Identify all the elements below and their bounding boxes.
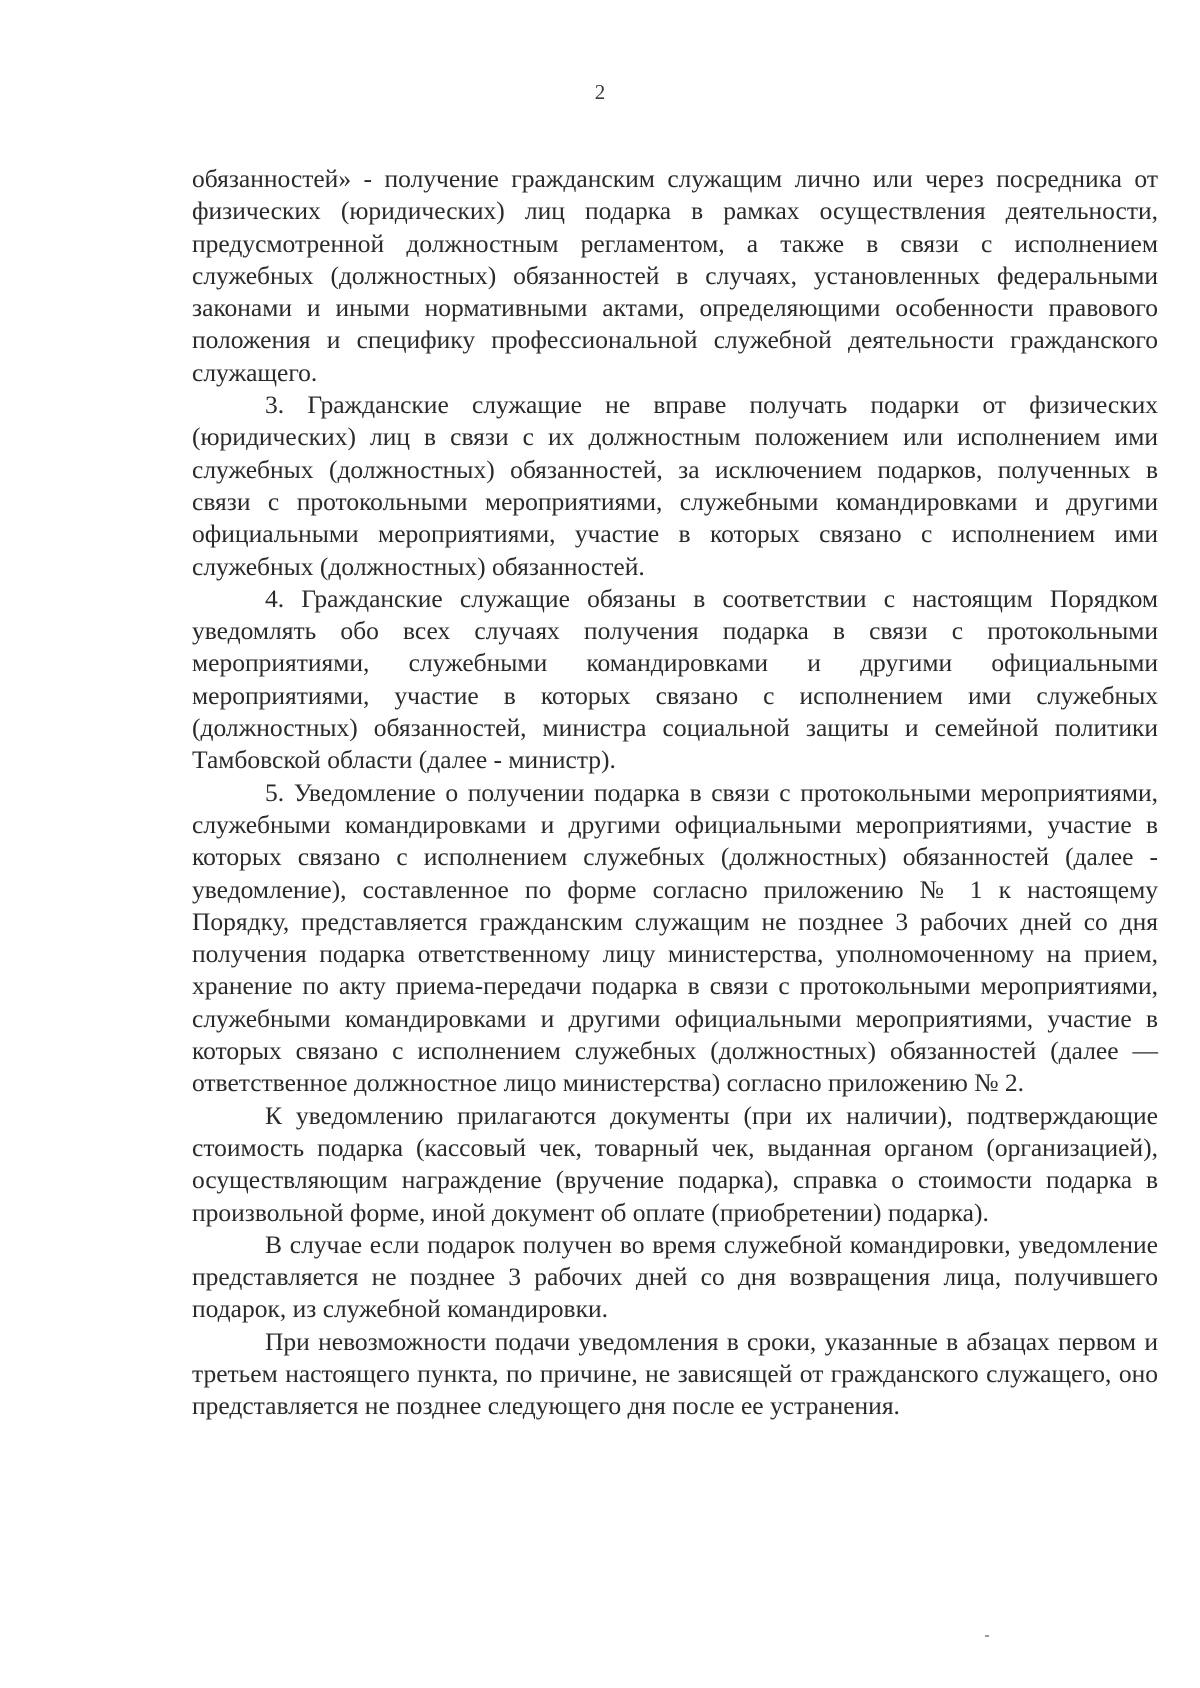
document-body — [192, 163, 1158, 1423]
page-number: 2 — [594, 80, 606, 104]
paragraph-business-trip: В случае если подарок получен во время служебной командировки, уведомление представляется не позднее 3 рабочих дней со дня возвращения лица, получившего подарок, из служебной командировки. — [192, 1229, 1158, 1324]
paragraph-item-4: 4. Гражданские служащие обязаны в соответствии с настоящим Порядком уведомлять обо всех случаях получения подарка в связи с протокольными мероприятиями, служебными командировками и другими официальными мероприятиями, участие в которых связано с исполнением ими служебных (должностных) обязанностей, министра социальной защиты и семейной политики Тамбовской области (далее - министр). — [192, 583, 1158, 775]
paragraph-item-5: 5. Уведомление о получении подарка в связи с протокольными мероприятиями, служебными командировками и другими официальными мероприятиями, участие в которых связано с исполнением служебных (должностных) обязанностей (далее - уведомление), составленное по форме согласно приложению № 1 к настоящему Порядку, представляется гражданским служащим не позднее 3 рабочих дней со дня получения подарка ответственному лицу министерства, уполномоченному на прием, хранение по акту приема-передачи подарка в связи с протокольными мероприятиями, служебными командировками и другими официальными мероприятиями, участие в которых связано с исполнением служебных (должностных) обязанностей (далее — ответственное должностное лицо министерства) согласно приложению № 2. — [192, 777, 1158, 1098]
paragraph-item-3: 3. Гражданские служащие не вправе получать подарки от физических (юридических) лиц в связи с их должностным положением или исполнением ими служебных (должностных) обязанностей, за исключением подарков, полученных в связи с протокольными мероприятиями, служебными командировками и другими официальными мероприятиями, участие в которых связано с исполнением ими служебных (должностных) обязанностей. — [192, 390, 1158, 581]
paragraph-impossibility: При невозможности подачи уведомления в сроки, указанные в абзацах первом и третьем настоящего пункта, по причине, не зависящей от гражданского служащего, оно представляется не позднее следующего дня после ее устранения. — [192, 1326, 1158, 1421]
scan-speck — [985, 1635, 989, 1637]
paragraph-attachments: К уведомлению прилагаются документы (при их наличии), подтверждающие стоимость подарка (кассовый чек, товарный чек, выданная органом (организацией), осуществляющим награждение (вручение подарка), справка о стоимости подарка в произвольной форме, иной документ об оплате (приобретении) подарка). — [192, 1100, 1158, 1227]
paragraph-continuation: обязанностей» - получение гражданским служащим лично или через посредника от физических (юридических) лиц подарка в рамках осуществления деятельности, предусмотренной должностным регламентом, а также в связи с исполнением служебных (должностных) обязанностей в случаях, установленных федеральными законами и иными нормативными актами, определяющими особенности правового положения и специфику профессиональной служебной деятельности гражданского служащего. — [192, 164, 1158, 387]
